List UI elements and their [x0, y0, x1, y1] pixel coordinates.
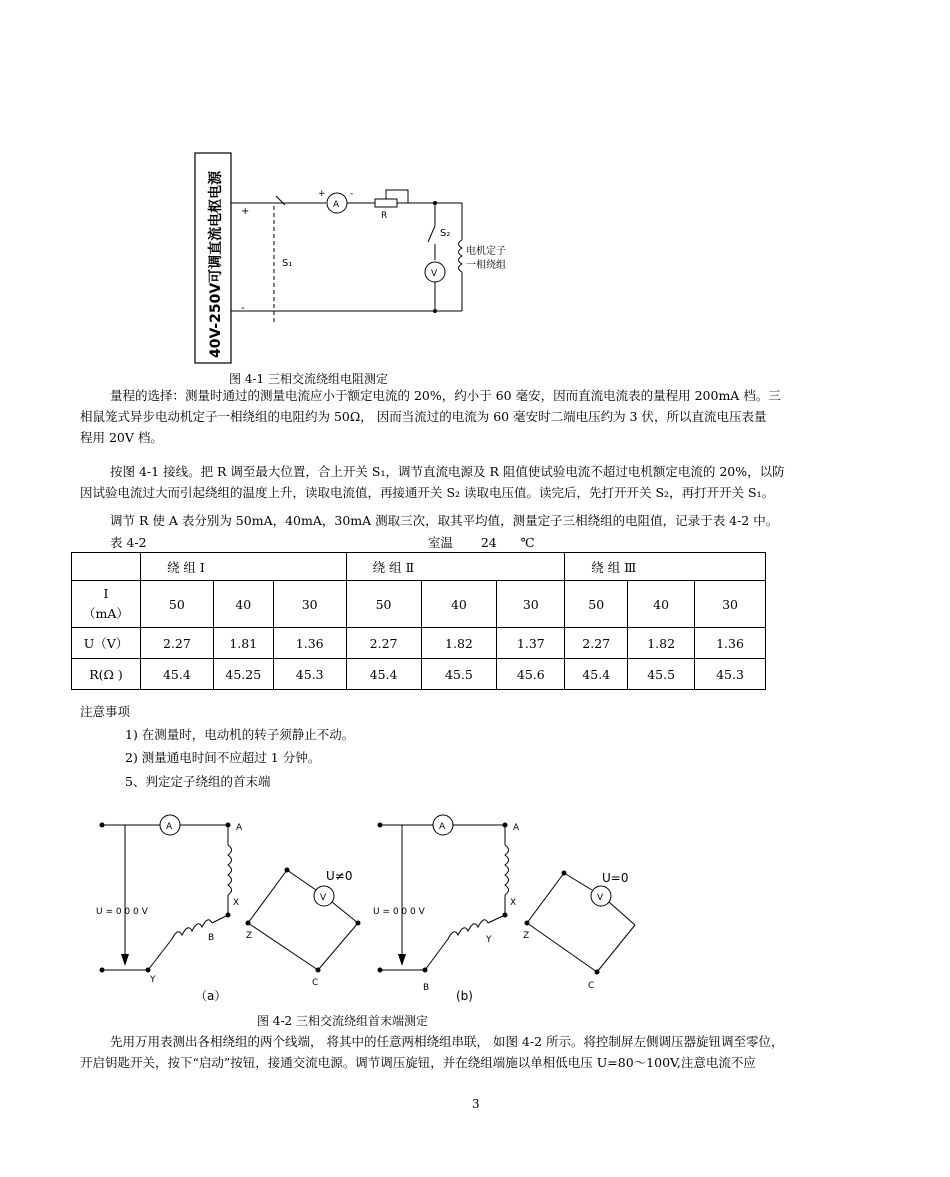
svg-text:A: A [236, 823, 243, 833]
figure-4-2-caption: 图 4-2 三相交流绕组首末端测定 [257, 1014, 428, 1028]
resistance-table [71, 552, 766, 690]
table-title: 表 4-2 [110, 535, 147, 550]
note-item-1: 1) 在测量时，电动机的转子须静止不动。 [125, 727, 355, 742]
switch-s2-label: S₂ [440, 228, 451, 239]
svg-text:R: R [381, 211, 388, 221]
row-label-voltage: U（V） [72, 628, 141, 659]
u-not-zero-label: U≠0 [326, 869, 353, 883]
svg-text:V: V [320, 893, 327, 903]
svg-text:Y: Y [486, 935, 492, 945]
svg-text:B: B [423, 983, 430, 993]
end-check-paragraph: 先用万用表测出各相绕组的两个线端， 将其中的任意两相绕组串联， 如图 4-2 所示。将控制屏左侧调压器旋钮调至零位， 开启钥匙开关，按下“启动”按钮，接通交流电源。调节调压旋钮，并在绕组端施以单相低电压 U=80～100V,注意电流不应 [80, 1034, 784, 1070]
table-row-resistance: R(Ω ) 45.4 45.25 45.3 45.4 45.5 45.6 45.4 45.5 45.3 [72, 659, 766, 690]
table-header-row [72, 553, 766, 581]
svg-text:A: A [439, 822, 446, 832]
subfigure-b-label: (b) [456, 989, 473, 1003]
svg-text:V: V [431, 269, 438, 279]
svg-text:-: - [350, 189, 354, 199]
svg-text:X: X [233, 898, 240, 908]
figure-4-1 [190, 148, 506, 370]
table-row-current: I （mA） 50 40 30 50 40 30 50 40 30 [72, 581, 766, 628]
wiring-paragraph: 按图 4-1 接线。把 R 调至最大位置，合上开关 S₁，调节直流电源及 R 阻值使试验电流不超过电机额定电流的 20%，以防 因试验电流过大而引起绕组的温度上升，读取电流值，再接通开关 S₂ 读取电压值。读完后，先打开开关 S₂，再打开开关 S₁。 [80, 464, 785, 500]
room-temp: 室温 24 ℃ [428, 535, 535, 550]
svg-text:X: X [510, 898, 517, 908]
svg-text:A: A [513, 823, 520, 833]
measure-paragraph: 调节 R 使 A 表分别为 50mA，40mA，30mA 测取三次，取其平均值，测量定子三相绕组的电阻值，记录于表 4-2 中。 [110, 513, 779, 528]
u-zero-label: U=0 [602, 871, 629, 885]
svg-text:C: C [312, 978, 319, 988]
voltage-label-a: U = 0 0 0 V [96, 907, 148, 917]
svg-text:+: + [318, 189, 326, 199]
svg-text:+: + [241, 206, 250, 217]
voltage-label-b: U = 0 0 0 V [373, 907, 425, 917]
svg-text:A: A [166, 822, 173, 832]
winding-by-a-icon [172, 920, 212, 939]
svg-text:Z: Z [246, 931, 253, 941]
row-label-current: I （mA） [72, 581, 141, 628]
note-item-2: 2) 测量通电时间不应超过 1 分钟。 [125, 750, 321, 765]
svg-text:A: A [333, 200, 340, 210]
winding-by-b-icon [448, 920, 488, 939]
group-3-header: 绕 组 Ⅲ [565, 553, 766, 581]
winding-coil-icon [459, 240, 463, 272]
group-2-header: 绕 组 Ⅱ [346, 553, 565, 581]
winding-label-2: 一相绕组 [466, 260, 506, 271]
winding-ax-a-icon [228, 845, 232, 895]
notes-title: 注意事项 [80, 704, 131, 719]
subfigure-a-label: （a） [195, 989, 227, 1003]
table-row-voltage: U（V） 2.27 1.81 1.36 2.27 1.82 1.37 2.27 1.82 1.36 [72, 628, 766, 659]
row-label-resistance: R(Ω ) [72, 659, 141, 690]
switch-s1-label: S₁ [282, 258, 293, 269]
resistor-icon [375, 199, 397, 207]
winding-label-1: 电机定子 [466, 246, 506, 257]
svg-text:C: C [588, 981, 595, 991]
svg-text:Z: Z [523, 931, 530, 941]
svg-text:V: V [597, 893, 604, 903]
power-source-label: 40V-250V可调直流电枢电源 [208, 170, 224, 358]
svg-text:B: B [208, 933, 215, 943]
svg-text:Y: Y [150, 975, 156, 985]
range-selection-paragraph: 量程的选择：测量时通过的测量电流应小于额定电流的 20%，约小于 60 毫安，因而直流电流表的量程用 200mA 档。三 相鼠笼式异步电动机定子一相绕组的电阻约为 50Ω， 因而当流过的电流为 60 毫安时二端电压约为 3 伏，所以直流电压表量 程用 20V 档。 [80, 388, 781, 445]
svg-text:-: - [241, 303, 245, 314]
figure-4-1-caption: 图 4-1 三相交流绕组电阻测定 [229, 372, 388, 386]
section-5-heading: 5、判定定子绕组的首末端 [125, 774, 271, 789]
winding-ax-b-icon [505, 845, 509, 895]
page-number: 3 [472, 1097, 480, 1111]
figure-4-2 [90, 810, 650, 1010]
group-1-header: 绕 组 Ⅰ [140, 553, 346, 581]
